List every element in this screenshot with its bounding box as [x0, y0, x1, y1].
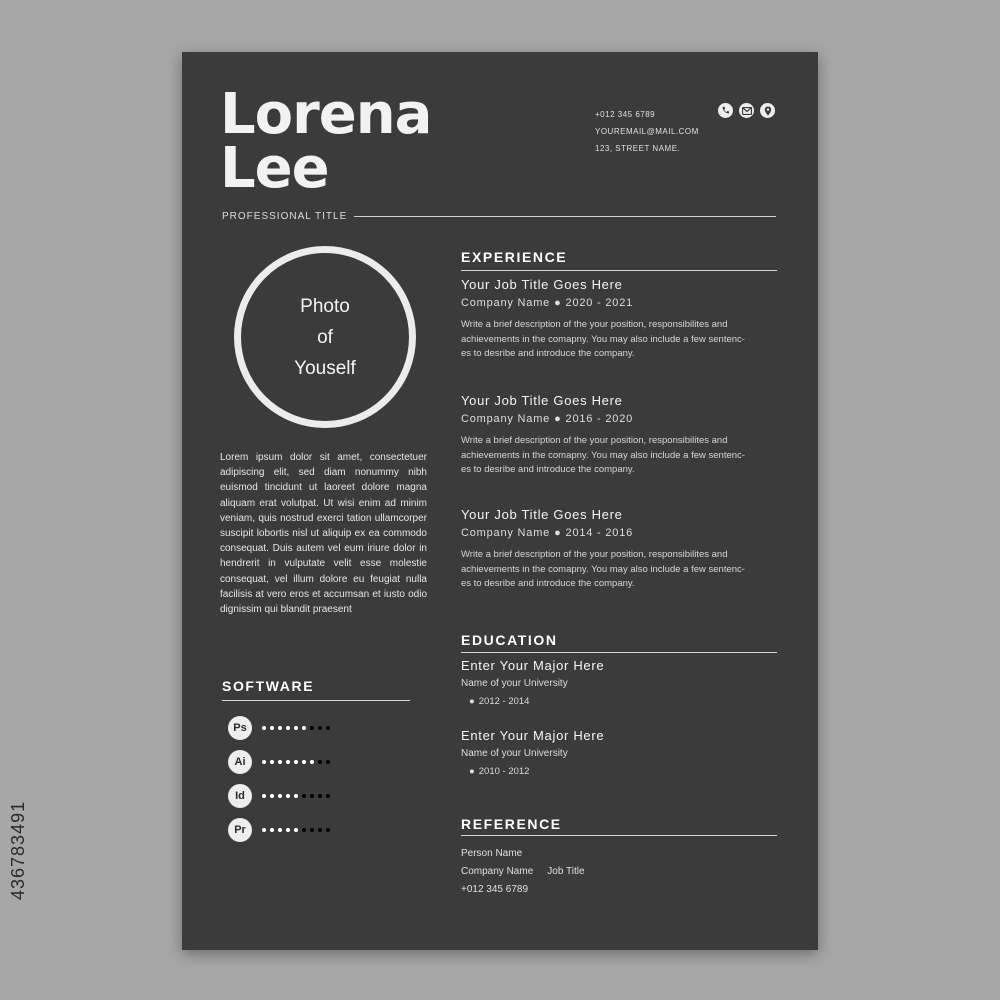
location-pin-icon [760, 103, 775, 118]
software-divider [222, 700, 410, 701]
skill-dot-filled [278, 828, 282, 832]
last-name: Lee [220, 136, 329, 201]
job-description-line: es to desribe and introduce the company. [461, 464, 635, 475]
software-item [228, 813, 330, 847]
software-item [228, 745, 330, 779]
education-years-line [461, 696, 775, 707]
skill-dot-empty [310, 726, 314, 730]
job-description-line: es to desribe and introduce the company. [461, 578, 635, 589]
job-years: 2014 - 2016 [565, 527, 634, 539]
job-years: 2020 - 2021 [565, 297, 634, 309]
job-entry [461, 507, 775, 592]
contact-address: 123, STREET NAME. [595, 144, 681, 153]
skill-dot-empty [326, 760, 330, 764]
skill-dot-filled [302, 726, 306, 730]
reference-divider [461, 835, 777, 836]
reference-block [461, 845, 585, 899]
skill-dot-filled [294, 726, 298, 730]
photo-label-line: Photo [300, 295, 350, 317]
skill-dot-empty [310, 794, 314, 798]
job-title: Your Job Title Goes Here [461, 277, 623, 292]
skill-rating [262, 828, 330, 832]
skill-dot-filled [278, 760, 282, 764]
job-description-line: Write a brief description of the your position, responsibilites and [461, 549, 728, 560]
job-company-line [461, 527, 775, 539]
skill-dot-empty [310, 828, 314, 832]
bullet: ● [554, 413, 562, 425]
education-major: Enter Your Major Here [461, 658, 605, 673]
resume-page [182, 52, 818, 950]
skill-dot-filled [294, 760, 298, 764]
skill-dot-filled [262, 828, 266, 832]
skill-dot-filled [294, 794, 298, 798]
contact-phone: +012 345 6789 [595, 110, 656, 119]
company-name: Company Name [461, 527, 551, 539]
job-entry [461, 393, 775, 478]
skill-dot-empty [302, 794, 306, 798]
illustrator-badge: Ai [228, 750, 252, 774]
education-years: 2010 - 2012 [478, 766, 530, 777]
software-list [228, 711, 330, 847]
skill-dot-filled [262, 794, 266, 798]
skill-rating [262, 794, 330, 798]
software-item [228, 779, 330, 813]
header-divider [354, 216, 776, 217]
mail-icon [739, 103, 754, 118]
skill-dot-filled [278, 794, 282, 798]
skill-dot-empty [318, 726, 322, 730]
skill-dot-empty [318, 794, 322, 798]
contact-icons [718, 103, 775, 118]
skill-dot-filled [286, 794, 290, 798]
about-paragraph: Lorem ipsum dolor sit amet, consectetuer adipiscing elit, sed diam nonummy nibh euismod tincidunt ut laoreet dolore magna aliquam erat volutpat. Ut wisi enim ad minim veniam, quis nostrud exerci tation ullamcorper suscipit lobortis nisl ut aliquip ex ea commodo consequat. Duis autem vel eum iriure dolor in hendrerit in vulputate velit esse molestie consequat, vel illum dolore eu feugiat nulla facilisis at vero eros et accumsan et iusto odio dignissim qui blandit praesent [220, 452, 427, 616]
reference-company: Company Name [461, 866, 534, 877]
job-description [461, 434, 775, 478]
reference-job-title: Job Title [547, 866, 585, 877]
job-description-line: achievements in the comapny. You may also include a few sentenc- [461, 333, 745, 345]
professional-title: PROFESSIONAL TITLE [222, 211, 348, 222]
skill-dot-filled [302, 760, 306, 764]
skill-dot-filled [262, 760, 266, 764]
job-description-line: achievements in the comapny. You may also include a few sentenc- [461, 449, 745, 461]
job-description-line: es to desribe and introduce the company. [461, 348, 635, 359]
education-major: Enter Your Major Here [461, 728, 605, 743]
skill-rating [262, 760, 330, 764]
education-divider [461, 652, 777, 653]
education-entry [461, 728, 775, 777]
job-years: 2016 - 2020 [565, 413, 634, 425]
company-name: Company Name [461, 297, 551, 309]
job-description [461, 318, 775, 362]
job-company-line [461, 413, 775, 425]
skill-dot-empty [326, 726, 330, 730]
skill-dot-empty [318, 760, 322, 764]
job-description [461, 548, 775, 592]
premiere-badge: Pr [228, 818, 252, 842]
contact-email: YOUREMAIL@MAIL.COM [595, 127, 699, 136]
education-heading: EDUCATION [461, 632, 558, 648]
skill-dot-filled [270, 828, 274, 832]
skill-dot-empty [318, 828, 322, 832]
experience-divider [461, 270, 777, 271]
skill-rating [262, 726, 330, 730]
skill-dot-filled [270, 794, 274, 798]
skill-dot-empty [302, 828, 306, 832]
stock-id: 436783491 [8, 800, 28, 900]
skill-dot-filled [286, 828, 290, 832]
contact-info [595, 106, 699, 157]
education-years: 2012 - 2014 [478, 696, 530, 707]
job-description-line: Write a brief description of the your position, responsibilites and [461, 435, 728, 446]
candidate-name [220, 82, 432, 201]
education-university: Name of your University [461, 748, 568, 759]
education-university: Name of your University [461, 678, 568, 689]
job-title: Your Job Title Goes Here [461, 507, 623, 522]
skill-dot-filled [294, 828, 298, 832]
software-item [228, 711, 330, 745]
reference-heading: REFERENCE [461, 816, 562, 832]
education-entry [461, 658, 775, 707]
skill-dot-filled [310, 760, 314, 764]
skill-dot-filled [270, 726, 274, 730]
photoshop-badge: Ps [228, 716, 252, 740]
job-description-line: achievements in the comapny. You may also include a few sentenc- [461, 563, 745, 575]
bullet: ● [469, 696, 475, 707]
skill-dot-empty [326, 828, 330, 832]
skill-dot-filled [262, 726, 266, 730]
photo-placeholder [234, 246, 416, 428]
job-company-line [461, 297, 775, 309]
company-name: Company Name [461, 413, 551, 425]
job-title: Your Job Title Goes Here [461, 393, 623, 408]
job-entry [461, 277, 775, 362]
bullet: ● [554, 297, 562, 309]
reference-company-line [461, 863, 585, 881]
skill-dot-filled [278, 726, 282, 730]
skill-dot-filled [270, 760, 274, 764]
photo-label-line: Youself [294, 357, 356, 379]
skill-dot-filled [286, 760, 290, 764]
bullet: ● [469, 766, 475, 777]
phone-icon [718, 103, 733, 118]
job-description-line: Write a brief description of the your position, responsibilites and [461, 319, 728, 330]
indesign-badge: Id [228, 784, 252, 808]
education-years-line [461, 766, 775, 777]
skill-dot-filled [286, 726, 290, 730]
bullet: ● [554, 527, 562, 539]
skill-dot-empty [326, 794, 330, 798]
reference-person: Person Name [461, 848, 523, 859]
first-name: Lorena [220, 82, 432, 147]
software-heading: SOFTWARE [222, 678, 315, 694]
experience-heading: EXPERIENCE [461, 249, 568, 265]
reference-phone: +012 345 6789 [461, 884, 529, 895]
photo-label-line: of [317, 326, 333, 348]
